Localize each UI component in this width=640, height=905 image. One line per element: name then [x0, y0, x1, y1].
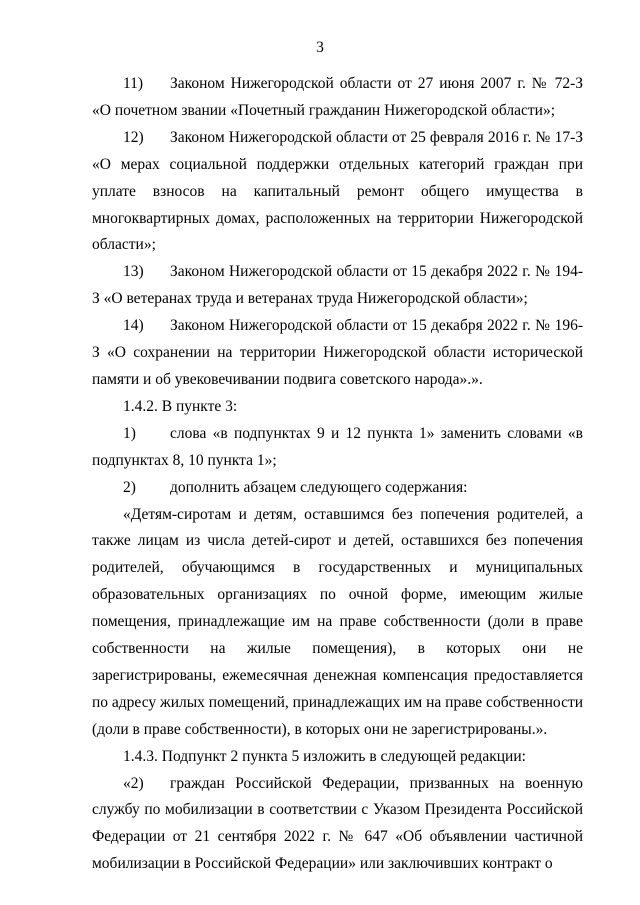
paragraph-subitem-2: [92, 475, 583, 502]
paragraph-text: граждан Российской Федерации, призванных на военную службу по мобилизации в соответствии с Указом Президента Российской Федерации от 21 сентября 2022 г. № 647 «Об объявлении частичной мобилизации в Российской Федерации» или заключивших контракт о: [92, 774, 583, 873]
item-number: 1): [123, 424, 136, 442]
paragraph-1-4-3: [92, 744, 583, 771]
paragraph-1-4-2: [92, 394, 583, 421]
item-number: «2): [123, 774, 144, 792]
page-number: 3: [316, 39, 324, 56]
paragraph-text: «Детям-сиротам и детям, оставшимся без попечения родителей, а также лицам из числа детей-сирот и детей, оставшихся без попечения родителей, обучающимся в государственных и муниципальных образовательных организациях по очной форме, имеющим жилые помещения, принадлежащие им на праве собственности (доли в праве собственности на жилые помещения), в которых они не зарегистрированы, ежемесячная денежная компенсация предоставляется по адресу жилых помещений, принадлежащих им на праве собственности (доли в праве собственности), в которых они не зарегистрированы.».: [92, 505, 584, 738]
item-number: 12): [123, 128, 144, 146]
item-number: 14): [123, 317, 144, 335]
paragraph-item-14: [92, 313, 583, 394]
paragraph-text: Законом Нижегородской области от 15 декабря 2022 г. № 196-З «О сохранении на территории Нижегородской области исторической памяти и об увековечивании подвига советского народа».».: [92, 317, 583, 388]
paragraph-quote: [92, 502, 583, 744]
paragraph-text: Законом Нижегородской области от 15 декабря 2022 г. № 194-З «О ветеранах труда и ветеранах труда Нижегородской области»;: [92, 263, 583, 308]
paragraph-item-11: [92, 71, 583, 125]
paragraph-text: Законом Нижегородской области от 27 июня 2007 г. № 72-З «О почетном звании «Почетный гражданин Нижегородской области»;: [92, 75, 583, 119]
document-body: [92, 71, 583, 878]
paragraph-text: дополнить абзацем следующего содержания:: [170, 478, 468, 496]
item-number: 11): [123, 75, 144, 92]
paragraph-item-12: [92, 125, 583, 260]
paragraph-text: слова «в подпунктах 9 и 12 пункта 1» заменить словами «в подпунктах 8, 10 пункта 1»;: [92, 424, 583, 469]
item-number: 2): [123, 478, 136, 496]
item-number: 13): [123, 263, 144, 281]
paragraph-text: 1.4.3. Подпункт 2 пункта 5 изложить в следующей редакции:: [123, 747, 526, 765]
paragraph-subitem-1: [92, 421, 583, 475]
paragraph-text: Законом Нижегородской области от 25 февраля 2016 г. № 17-З «О мерах социальной поддержки отдельных категорий граждан при уплате взносов на капитальный ремонт общего имущества в многоквартирных домах, расположенных на территории Нижегородской области»;: [92, 128, 583, 254]
paragraph-text: 1.4.2. В пункте 3:: [123, 397, 238, 415]
paragraph-item-13: [92, 259, 583, 313]
paragraph-new-subitem-2: [92, 771, 583, 879]
